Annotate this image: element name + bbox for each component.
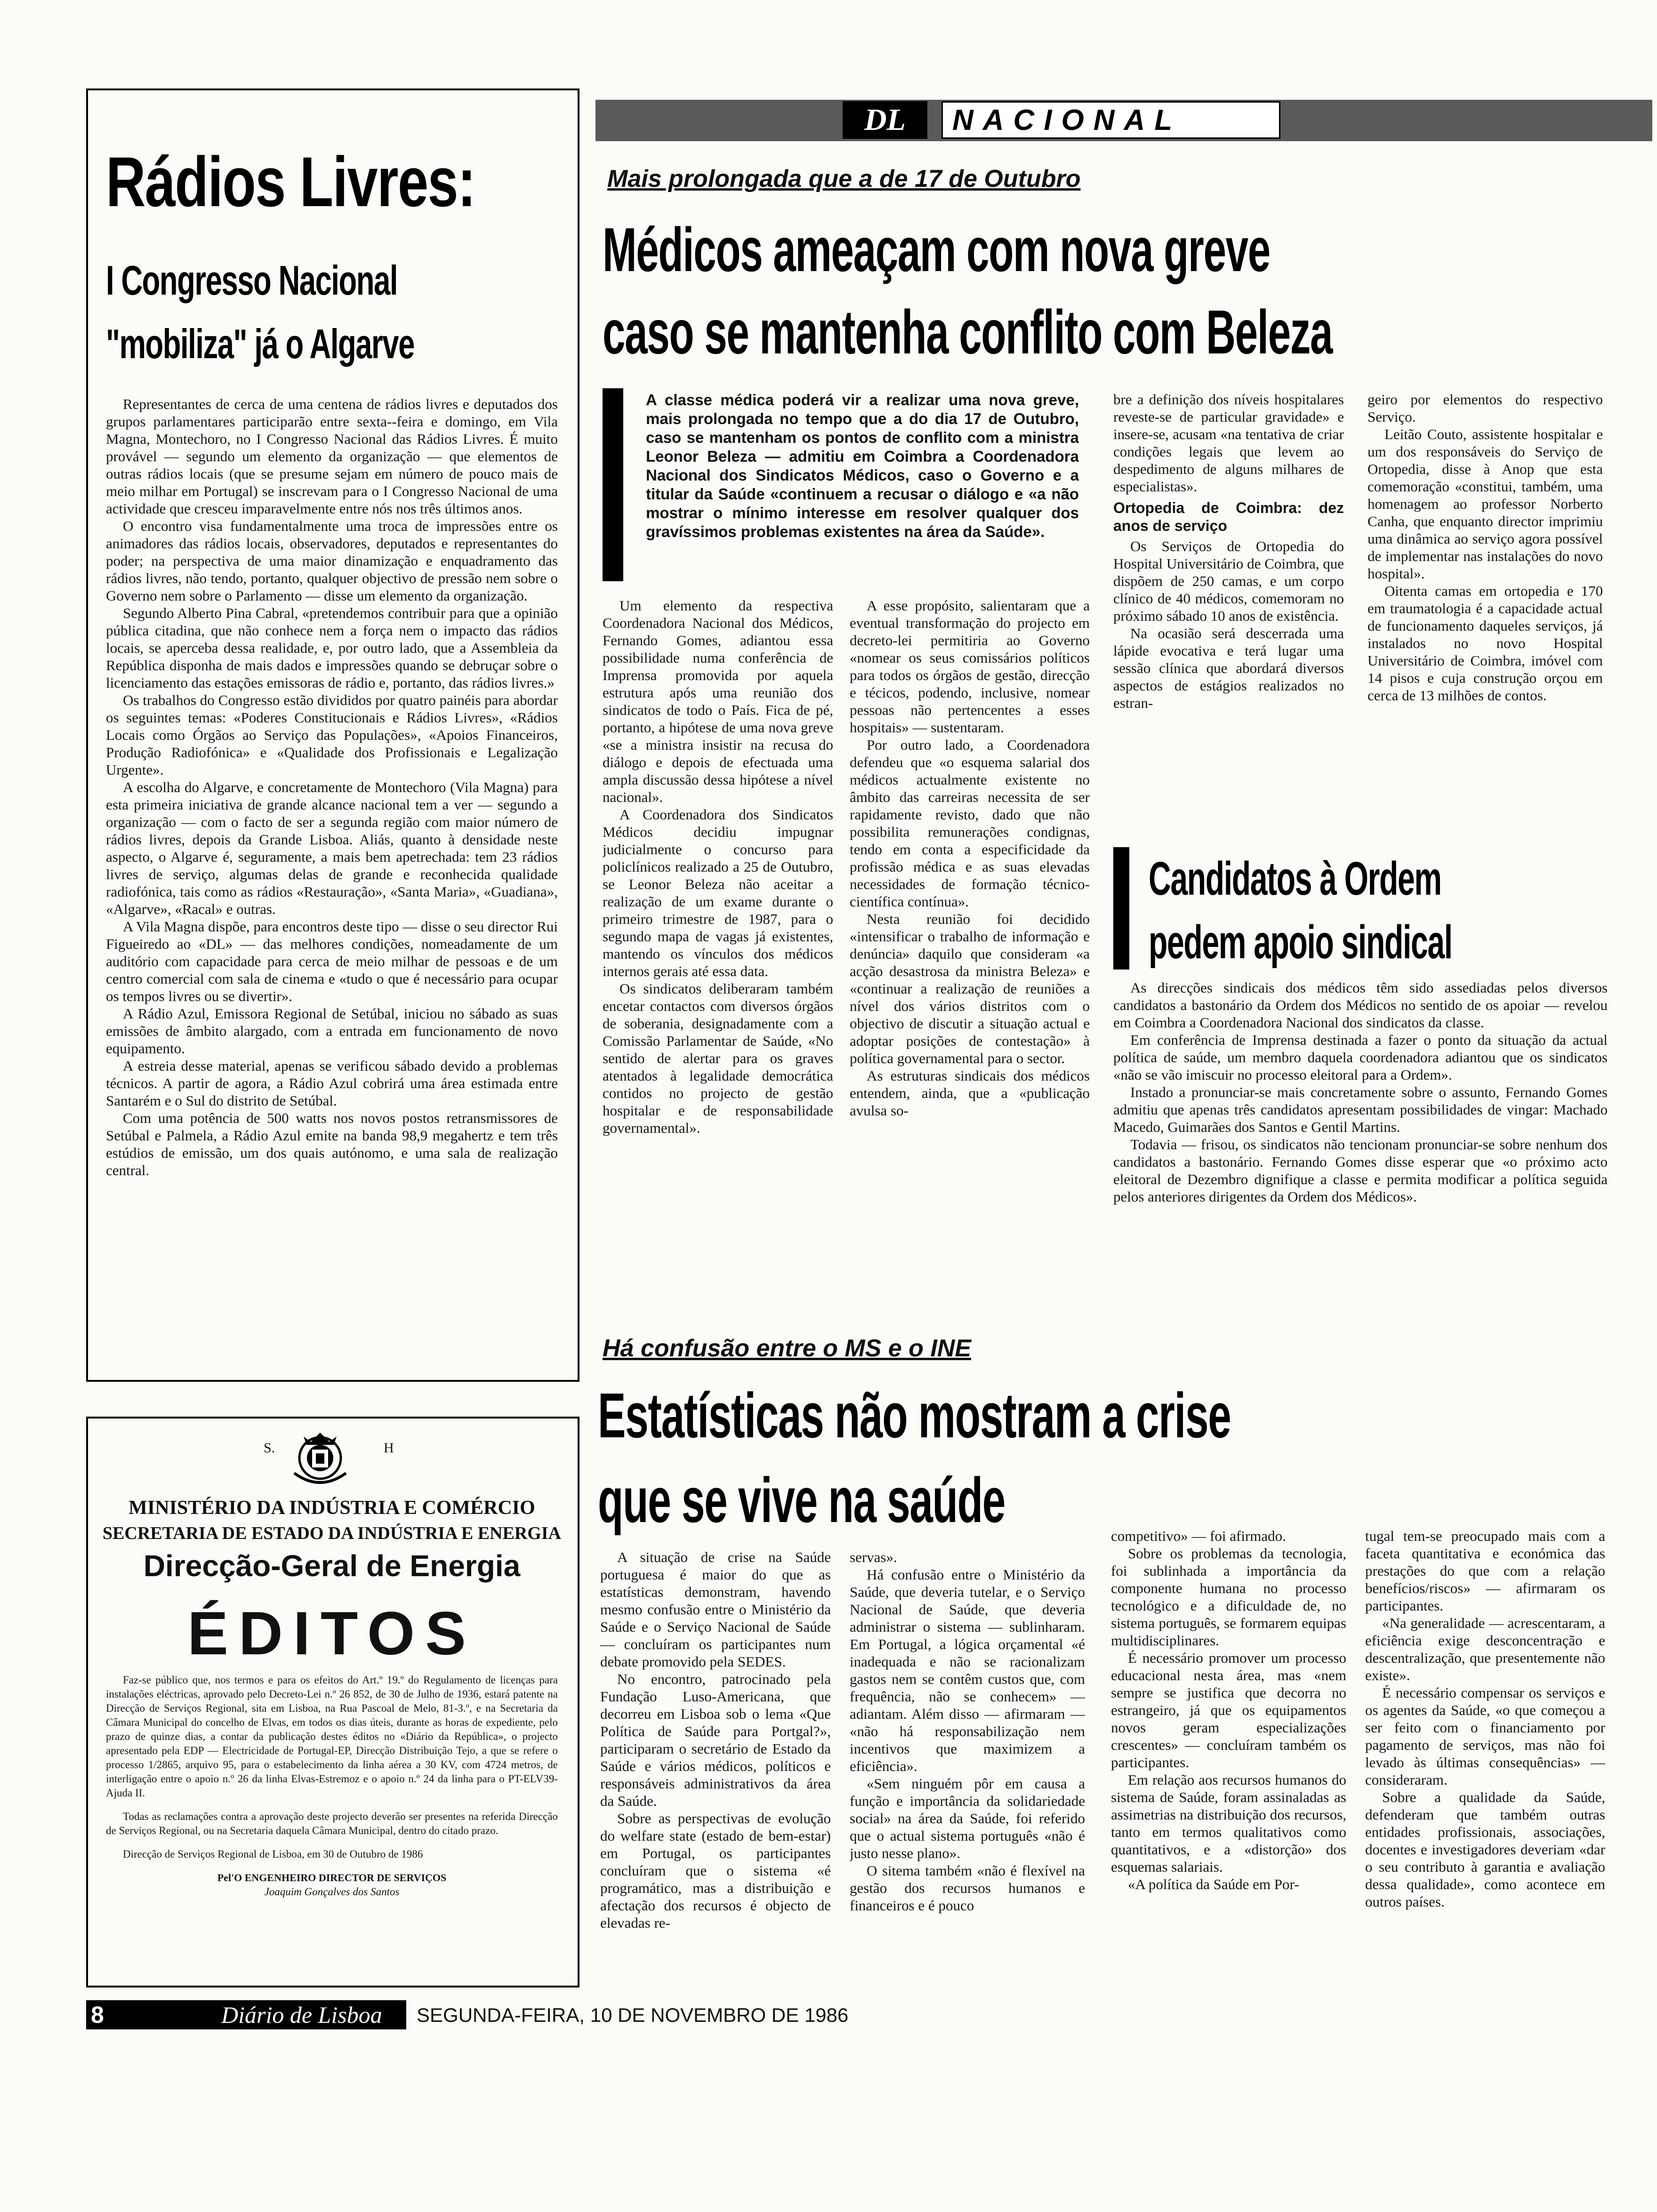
medicos-paragraph: Os Serviços de Ortopedia do Hospital Universitário de Coimbra, que dispõem de 250 camas, e um corpo clínico de 40 médicos, comemoram no próximo sábado 10 anos de existência. [1113, 538, 1344, 624]
estatisticas-paragraph: competitivo» — foi afirmado. [1111, 1528, 1286, 1544]
estatisticas-paragraph: Há confusão entre o Ministério da Saúde, que deveria tutelar, e o Serviço Nacional de Saúde, que deveria administrar o sistema — sublinharam. Em Portugal, a lógica orçamental «é inadequada e não se racionalizam gastos nem se contêm custos que, com frequência, não se conhecem» — adiantam. Além disso — afirmaram — «não há responsabilização nem incentivos que maximizem a eficiência». [850, 1566, 1085, 1774]
candidatos-paragraph: As direcções sindicais dos médicos têm sido assediadas pelos diversos candidatos a bastonário da Ordem dos Médicos no sentido de os apoiar — revelou em Coimbra a Coordenadora Nacional dos sindicatos da classe. [1113, 979, 1608, 1031]
estatisticas-paragraph: Sobre a qualidade da Saúde, defenderam que também outras entidades profissionais, associações, docentes e investigadores deveriam «dar o seu contributo à garantia e avaliação dessa qualidade», como acontece em outros países. [1365, 1789, 1605, 1910]
radios-paragraph: Com uma potência de 500 watts nos novos postos retransmissores de Setúbal e Palmela, a Rádio Azul emite na banda 98,9 megahertz e tem três estúdios de emissão, um dos quais autónomo, e uma sala de realização central. [106, 1110, 558, 1178]
medicos-headline-1: Médicos ameaçam com nova greve [603, 215, 1270, 284]
radios-paragraph: Representantes de cerca de uma centena de rádios livres e deputados dos grupos parlamentares participarão entre sexta--feira e domingo, em Vila Magna, Montechoro, no I Congresso Nacional das Rádios Livres. É muito provável — segundo um elemento da organização — que elementos de outras rádios locais (que se presume sejam em número de pouco mais de meio milhar em Portugal) se inscrevam para o I Congresso Nacional de uma actividade que cresceu imparavelmente entre nós nos três últimos anos. [106, 396, 558, 517]
medicos-paragraph: Na ocasião será descerrada uma lápide evocativa e terá lugar uma sessão clínica que abordará diversos aspectos de estágios realizados no estran- [1113, 625, 1344, 711]
medicos-paragraph: bre a definição dos níveis hospitalares reveste-se de particular gravidade» e insere-se, acusam «na tentativa de criar condições legais que levem ao despedimento de alguns milhares de especialistas». [1113, 391, 1344, 495]
editos-claims: Todas as reclamações contra a aprovação deste projecto deverão ser presentes na referida Direcção de Serviços Regional, ou na Secretaria daquela Câmara Municipal, dentro do citado prazo. [106, 1811, 558, 1836]
coat-of-arms-icon [285, 1426, 355, 1487]
candidatos-body [1113, 979, 1608, 1337]
radios-paragraph: Os trabalhos do Congresso estão divididos por quatro painéis para abordar os seguintes temas: «Poderes Constitucionais e Rádios Livres», «Rádios Locais como Órgãos ao Serviço das Populações», «Apoios Financeiros, Produção Radiofónica» e «Qualidade dos Profissionais e Legalização Urgente». [106, 692, 558, 778]
estatisticas-headline-1: Estatísticas não mostram a crise [598, 1380, 1231, 1451]
medicos-paragraph: Oitenta camas em ortopedia e 170 em traumatologia é a capacidade actual de funcionamento daqueles serviços, já instalados no novo Hospital Universitário de Coimbra, imóvel com 14 pisos e cuja construção orçou em cerca de 13 milhões de contos. [1367, 583, 1603, 704]
medicos-paragraph: Leitão Couto, assistente hospitalar e um dos responsáveis do Serviço de Ortopedia, disse à Anop que esta comemoração «constitui, também, uma homenagem ao professor Norberto Canha, que enquanto director imprimiu uma dinâmica ao serviço agora possível de implementar nas instalações do novo hospital». [1367, 426, 1603, 582]
editos-title: ÉDITOS [187, 1599, 476, 1667]
footer-date: SEGUNDA-FEIRA, 10 DE NOVEMBRO DE 1986 [417, 2004, 849, 2026]
estatisticas-paragraph: É necessário promover um processo educacional nesta área, mas «nem sempre se justifica que decorra no estrangeiro, já que os equipamentos novos geram especializações crescentes» — concluíram também os participantes. [1111, 1650, 1346, 1771]
estatisticas-col-3 [1111, 1527, 1346, 1986]
estatisticas-paragraph: «Na generalidade — acrescentaram, a eficiência exige desconcentração e descentralização, que presentemente não existe». [1365, 1615, 1605, 1683]
estatisticas-paragraph: Em relação aos recursos humanos do sistema de Saúde, foram assinaladas as assimetrias na distribuição dos recursos, tanto em termos qualitativos como quantitativos, e a «distorção» dos esquemas salariais. [1111, 1771, 1346, 1875]
seal-right-letter: H [384, 1440, 394, 1456]
medicos-headline-2: caso se mantenha conflito com Beleza [603, 297, 1333, 367]
estatisticas-paragraph: «A política da Saúde em Por- [1128, 1876, 1299, 1892]
radios-subtitle-1: I Congresso Nacional [106, 257, 398, 304]
editos-signatory-name: Joaquim Gonçalves dos Santos [264, 1886, 400, 1898]
medicos-lead: A classe médica poderá vir a realizar uma nova greve, mais prolongada no tempo que a do dia 17 de Outubro, caso se mantenham os pontos de conflito com a ministra Leonor Beleza — admitiu em Coimbra a Coordenadora Nacional dos Sindicatos Médicos, caso o Governo e a titular da Saúde «continuem a recusar o diálogo e «a não mostrar o mínimo interesse em resolver qualquer dos gravíssimos problemas existentes na área da Saúde». [646, 391, 1079, 540]
estatisticas-paragraph: No encontro, patrocinado pela Fundação Luso-Americana, que decorreu em Lisboa sob o lema «Que Política de Saúde para Portgal?», participaram o secretário de Estado da Saúde e vários médicos, políticos e responsáveis administrativos da área da Saúde. [600, 1671, 831, 1809]
radios-paragraph: Segundo Alberto Pina Cabral, «pretendemos contribuir para que a opinião pública citadina, que não conhece nem a força nem o impacto das rádios locais, se aperceba dessa realidade, e, por outro lado, que a Assembleia da República disponha de mais dados e impressões quando se debruçar sobre o licenciamento das estações emissoras de rádio e, portanto, das rádios livres.» [106, 605, 558, 691]
estatisticas-paragraph: tugal tem-se preocupado mais com a faceta quantitativa e económica das prestações do que com a relação benefícios/riscos» — afirmaram os participantes. [1365, 1528, 1605, 1614]
seal-left-letter: S. [264, 1440, 275, 1456]
medicos-paragraph: A esse propósito, salientaram que a eventual transformação do projecto em decreto-lei permitiria ao Governo «nomear os seus comissários políticos para todos os órgãos de gestão, direcção e técicos, podendo, inclusive, nomear pessoas não pertencentes a esses hospitais» — sustentaram. [850, 597, 1090, 736]
ortopedia-subhead: Ortopedia de Coimbra: dez anos de serviço [1113, 499, 1344, 534]
estatisticas-paragraph: A situação de crise na Saúde portuguesa é maior do que as estatísticas demonstram, havendo mesmo confusão entre o Ministério da Saúde e o Serviço Nacional de Saúde — concluíram os participantes num debate promovido pela SEDES. [600, 1549, 831, 1670]
medicos-lead-bar [603, 388, 623, 581]
estatisticas-paragraph: Sobre os problemas da tecnologia, foi sublinhada a importância da componente humana no processo tecnológico e a dificuldade de, no sistema português, se formarem equipas multidisciplinares. [1111, 1545, 1346, 1649]
radios-paragraph: A Rádio Azul, Emissora Regional de Setúbal, iniciou no sábado as suas emissões de âmbito alargado, com a entrada em funcionamento de novo equipamento. [106, 1005, 558, 1057]
estatisticas-paragraph: O sitema também «não é flexível na gestão dos recursos humanos e financeiros e é pouco [850, 1862, 1085, 1914]
radios-paragraph: A Vila Magna dispõe, para encontros deste tipo — disse o seu director Rui Figueiredo ao «DL» — das melhores condições, nomeadamente de um auditório com capacidade para cerca de meio milhar de pessoas e de um centro comercial com sala de cinema e «tudo o que é necessário para ocupar os tempos livres ou se divertir». [106, 918, 558, 1004]
medicos-paragraph: Um elemento da respectiva Coordenadora Nacional dos Médicos, Fernando Gomes, adiantou essa possibilidade numa conferência de Imprensa promovida por aquela estrutura após uma reunião dos sindicatos de todo o País. Fica de pé, portanto, a hipótese de uma nova greve «se a ministra insistir na recusa do diálogo e depois de efectuada uma ampla discussão dessa hipótese a nível nacional». [603, 597, 833, 805]
medicos-col-4 [1367, 391, 1603, 824]
medicos-paragraph: As estruturas sindicais dos médicos entendem, ainda, que a «publicação avulsa so- [850, 1067, 1090, 1119]
candidatos-paragraph: Instado a pronunciar-se mais concretamente sobre o assunto, Fernando Gomes admitiu que apenas três candidatos apresentam possibilidades de vingar: Machado Macedo, Guimarães dos Santos e Gentil Martins. [1113, 1084, 1608, 1135]
page-number: 8 [86, 2000, 124, 2029]
dl-logo: DL [843, 101, 927, 139]
radios-body [106, 395, 558, 1370]
estatisticas-col-1 [600, 1548, 831, 1986]
radios-title: Rádios Livres: [106, 142, 475, 221]
radios-paragraph: A escolha do Algarve, e concretamente de Montechoro (Vila Magna) para esta primeira iniciativa de grande alcance nacional tem a ver — segundo a organização — com o facto de ser a segunda região com maior número de rádios livres, depois da Grande Lisboa. Aliás, quanto à densidade neste aspecto, o Algarve é, seguramente, a mais bem apetrechada: tem 23 rádios livres de serviço, algumas delas de grande e reconhecida qualidade radiofónica, tais como as rádios «Restauração», «Santa Maria», «Guadiana», «Algarve», «Racal» e outras. [106, 779, 558, 917]
editos-place-date: Direcção de Serviços Regional de Lisboa, em 30 de Outubro de 1986 [123, 1848, 423, 1860]
radios-paragraph: O encontro visa fundamentalmente uma troca de impressões entre os animadores das rádios locais, observadores, deputados e representantes do poder; na perspectiva de uma maior dinamização e enquadramento das rádios livres, não tendo, portanto, qualquer objectivo de pressão nem sobre o Governo nem sobre o Parlamento — disse um elemento da organização. [106, 518, 558, 604]
medicos-paragraph: Nesta reunião foi decidido «intensificar o trabalho de informação e denúncia» daquilo que consideram «a acção desastrosa da ministra Beleza» e «continuar a realização de reuniões a nível dos vários distritos com o objectivo de discutir a situação actual e adoptar posições de contestação» à política governamental para o sector. [850, 911, 1090, 1066]
editos-signatory-title: Pel'O ENGENHEIRO DIRECTOR DE SERVIÇOS [217, 1872, 447, 1883]
medicos-col-3 [1113, 391, 1344, 824]
estatisticas-kicker: Há confusão entre o MS e o INE [603, 1335, 972, 1362]
estatisticas-col-4 [1365, 1527, 1605, 1986]
estatisticas-paragraph: É necessário compensar os serviços e os agentes da Saúde, «o que começou a ser feito com o financiamento por pagamento de serviços, mas não foi levado às últimas consequências» — consideraram. [1365, 1684, 1605, 1788]
editos-directorate: Direcção-Geral de Energia [143, 1549, 521, 1583]
radios-paragraph: A estreia desse material, apenas se verificou sábado devido a problemas técnicos. A partir de agora, a Rádio Azul cobrirá uma área estimada entre Santarém e o Sul do distrito de Setúbal. [106, 1058, 558, 1109]
medicos-kicker: Mais prolongada que a de 17 de Outubro [607, 165, 1081, 192]
estatisticas-headline-2: que se vive na saúde [598, 1465, 1005, 1536]
medicos-paragraph: geiro por elementos do respectivo Serviço. [1367, 391, 1603, 425]
candidatos-paragraph: Em conferência de Imprensa destinada a fazer o ponto da situação da actual política de saúde, um membro daquela coordenadora adiantou que os sindicatos «não se vão imiscuir no processo eleitoral para a Ordem». [1113, 1032, 1608, 1083]
estatisticas-paragraph: «Sem ninguém pôr em causa a função e importância da solidariedade social» na área da Saúde, foi referido que o actual sistema português «não é justo nesse plano». [850, 1775, 1085, 1861]
candidatos-bar [1113, 847, 1129, 970]
medicos-paragraph: A Coordenadora dos Sindicatos Médicos decidiu impugnar judicialmente o concurso para policlínicos realizado a 25 de Outubro, se Leonor Beleza não aceitar a realização de um exame durante o primeiro trimestre de 1987, para o segundo mapa de vagas já existentes, mantendo os vínculos dos médicos internos gerais até essa data. [603, 806, 833, 979]
candidatos-paragraph: Todavia — frisou, os sindicatos não tencionam pronunciar-se sobre nenhum dos candidatos a bastonário. Fernando Gomes disse esperar que «o próximo acto eleitoral de Dezembro dignifique a classe e permita modificar a política seguida pelos anteriores dirigentes da Ordem dos Médicos». [1113, 1136, 1608, 1205]
editos-ministry: MINISTÉRIO DA INDÚSTRIA E COMÉRCIO [129, 1497, 535, 1519]
section-nacional: NACIONAL [941, 101, 1280, 139]
estatisticas-col-2 [850, 1548, 1085, 1986]
candidatos-headline-1: Candidatos à Ordem [1149, 852, 1441, 905]
medicos-paragraph: Os sindicatos deliberaram também encetar contactos com diversos órgãos de soberania, designadamente com a Comissão Parlamentar de Saúde, «No sentido de alertar para os graves atentados à legalidade democrática contidos no projecto de gestão hospitalar e de responsabilidade governamental». [603, 980, 833, 1136]
editos-text: Faz-se público que, nos termos e para os efeitos do Art.º 19.º do Regulamento de licenças para instalações eléctricas, aprovado pelo Decreto-Lei n.º 26 852, de 30 de Julho de 1936, estará patente na Direcção de Serviços Regional, sita em Lisboa, na Rua Pascoal de Melo, 81-3.º, e na Secretaria da Câmara Municipal do concelho de Elvas, em todos os dias úteis, durante as horas de expediente, pelo prazo de quinze dias, a contar da publicação destes éditos no «Diário da República», o projecto apresentado pela EDP — Electricidade de Portugal-EP, Direcção Distribuição Tejo, a que se refere o processo 1/2865, arquivo 95, para o estabelecimento da linha aérea a 30 KV, com 4724 metros, de interligação entre o apoio n.º 26 da linha Elvas-Estremoz e o apoio n.º 24 da linha para o PT-ELV39-Ajuda II. [106, 1674, 558, 1799]
editos-secretariat: SECRETARIA DE ESTADO DA INDÚSTRIA E ENERGIA [102, 1523, 562, 1543]
estatisticas-paragraph: servas». [850, 1549, 897, 1565]
estatisticas-paragraph: Sobre as perspectivas de evolução do welfare state (estado de bem-estar) em Portugal, os participantes concluíram que o sistema «é programático, mas a distribuição e afectação dos recursos é objecto de elevadas re- [600, 1810, 831, 1931]
editos-body [106, 1673, 558, 1974]
radios-subtitle-2: "mobiliza" já o Algarve [106, 321, 414, 367]
medicos-col-2 [850, 597, 1090, 1324]
medicos-paragraph: Por outro lado, a Coordenadora defendeu que «o esquema salarial dos médicos actualmente existente no âmbito das carreiras necessita de ser rapidamente revisto, dado que não possibilita remunerações condignas, tendo em conta a especificidade da profissão médica e as suas elevadas necessidades de formação técnico-científica contínua». [850, 737, 1090, 910]
paper-name: Diário de Lisboa [221, 2002, 382, 2028]
medicos-col-1 [603, 597, 833, 1324]
candidatos-headline-2: pedem apoio sindical [1149, 916, 1452, 969]
